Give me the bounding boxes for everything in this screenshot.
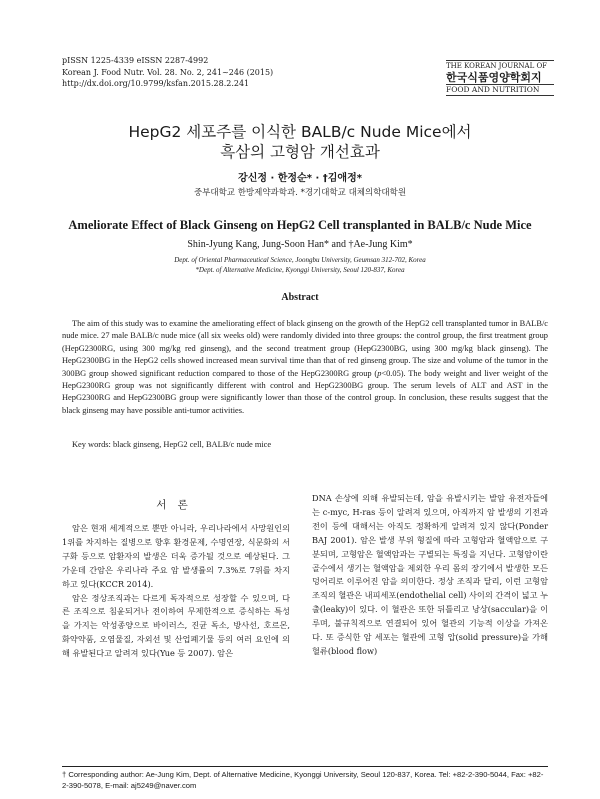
issn-line: pISSN 1225-4339 eISSN 2287-4992 [62, 56, 209, 65]
abstract-text-post: <0.05). The body weight and liver weight of the HepG2300RG group was not significantly different with control and HepG2300BG group. The serum levels of ALT and AST in the HepG2300RG and HepG2300BG group were significantly lower than those of the control group. In conclusion, these results suggest that the black ginseng may have possible anti-tumor activities. [62, 368, 548, 415]
corresponding-author-footnote: † Corresponding author: Ae-Jung Kim, Dept. of Alternative Medicine, Kyonggi University, Seoul 120-837, Korea. Tel: +82-2-390-5044, Fax: +82-2-390-5078, E-mail: aj5249@naver.com [62, 770, 544, 790]
intro-paragraph-3: DNA 손상에 의해 유발되는데, 암을 유발시키는 발암 유전자들에는 c-myc, H-ras 등이 알려져 있으며, 아직까지 암 발생의 기전과 전이 등에 대해서는 아직도 정확하게 알려져 있지 않다(Ponder BAJ 2001). 암은 발생 부위 형질에 따라 고형암과 혈액암으로 구분되며, 고형암은 혈액암과는 구별되는 특징을 지닌다. 고형암이란 골수에서 생기는 혈액암을 제외한 우리 몸의 장기에서 발생한 모든 덩어리로 이루어진 암을 의미한다. 정상 조직과 달리, 이런 고형암 조직의 혈관은 내피세포(endothelial cell) 사이의 간격이 넓고 누출(leaky)이 있다. 이 혈관은 또한 뒤틀리고 낭상(saccular)을 이루며, 불규칙적으로 연결되어 있어 혈관의 기능적 이상을 가져온다. 또 증식한 암 세포는 혈관에 고형 압(solid pressure)을 가해 혈류(blood flow) [312, 493, 548, 656]
english-title: Ameliorate Effect of Black Ginseng on HepG2 Cell transplanted in BALB/c Nude Mice [68, 218, 532, 232]
english-affiliation-1: Dept. of Oriental Pharmaceutical Science, Joongbu University, Geumsan 312-702, Korea [174, 256, 426, 264]
abstract-text-pre: The aim of this study was to examine the ameliorating effect of black ginseng on the growth of the HepG2 cell transplanted tumor in BALB/c nude mice. 27 male BALB/c nude mice (all six weeks old) were randomly divided into three groups: the control group, the first treatment group (HepG2300RG, using 300 mg/kg red ginseng), and the second treatment group (HepG2300BG, using 300 mg/kg black ginseng). The HepG2300BG in the HepG2 cells showed increased mean survival time than that of red ginseng group. The size and volume of the tumor in the 300BG group showed significant reduction compared to those of the HepG2300RG group ( [62, 319, 548, 378]
citation-line: Korean J. Food Nutr. Vol. 28. No. 2, 241~246 (2015) [62, 67, 274, 77]
journal-name-top: THE KOREAN JOURNAL OF [446, 62, 548, 70]
journal-name-korean: 한국식품영양학회지 [446, 71, 542, 84]
korean-title-line2: 흑삼의 고형암 개선효과 [220, 143, 380, 161]
footnote-divider [62, 766, 548, 767]
section-heading-introduction: 서 론 [156, 499, 192, 511]
abstract-body [62, 318, 548, 417]
intro-paragraph-2: 암은 정상조직과는 다르게 독자적으로 성장할 수 있으며, 다른 조직으로 침윤되거나 전이하여 무제한적으로 증식하는 특성을 가지는 악성종양으로 바이러스, 진균 독소, 방사선, 호르몬, 화약약품, 오염물질, 자외선 및 산업폐기물 등의 여러 요인에 의해 유발된다고 알려져 있다(Yue 등 2007). 암은 [62, 592, 290, 659]
journal-logo [446, 60, 554, 96]
keywords: Key words: black ginseng, HepG2 cell, BALB/c nude mice [72, 440, 272, 449]
korean-affiliation: 중부대학교 한방제약과학과. *경기대학교 대체의학대학원 [193, 188, 407, 198]
abstract-p-value: p [377, 368, 382, 378]
korean-authors: 강신정 · 한정순* · †김애정* [238, 173, 362, 184]
korean-title [40, 122, 560, 162]
left-column [62, 522, 290, 661]
right-column [312, 492, 548, 659]
korean-title-line1: HepG2 세포주를 이식한 BALB/c Nude Mice에서 [128, 123, 472, 141]
citation-block [62, 55, 273, 90]
intro-paragraph-1: 암은 현재 세계적으로 뿐만 아니라, 우리나라에서 사망원인의 1위를 차지하는 질병으로 향후 환경문제, 수명연장, 식문화의 서구화 등으로 암환자의 발생은 더욱 증가될 것으로 예상된다. 그 가운데 간암은 우리나라 주요 암 발생률의 7.3%로 7위를 차지하고 있다(KCCR 2014). [62, 523, 290, 589]
journal-name-bottom: FOOD AND NUTRITION [446, 85, 540, 94]
english-affiliation-2: *Dept. of Alternative Medicine, Kyonggi University, Seoul 120-837, Korea [195, 266, 405, 274]
english-authors: Shin-Jyung Kang, Jung-Soon Han* and †Ae-Jung Kim* [187, 239, 413, 250]
doi-link[interactable]: http://dx.doi.org/10.9799/ksfan.2015.28.2.241 [62, 79, 250, 88]
abstract-heading: Abstract [281, 292, 319, 303]
